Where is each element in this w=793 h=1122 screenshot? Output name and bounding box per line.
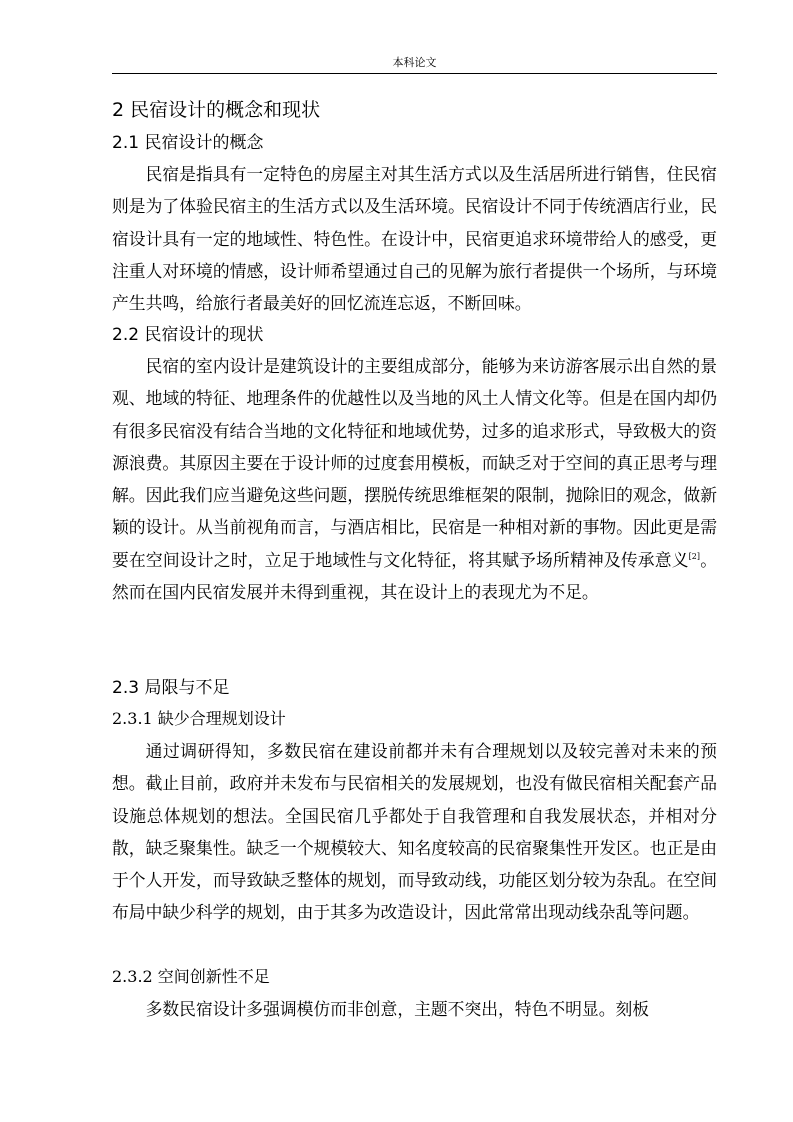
- header-rule: [112, 73, 717, 74]
- section-heading-2-3: 2.3 局限与不足: [112, 678, 230, 698]
- citation-marker: [2]: [688, 551, 701, 561]
- subsection-heading-2-3-2: 2.3.2 空间创新性不足: [112, 967, 270, 986]
- section-heading-2-2: 2.2 民宿设计的现状: [112, 325, 264, 345]
- running-header: 本科论文: [392, 56, 437, 69]
- page-body: [112, 92, 717, 1033]
- paragraph-2-2-text-b: 。然而在国内民宿发展并未得到重视，其在设计上的表现尤为不足。: [112, 549, 717, 603]
- section-heading-2-1: 2.1 民宿设计的概念: [112, 133, 264, 153]
- paragraph-2-3-1: 通过调研得知，多数民宿在建设前都并未有合理规划以及较完善对未来的预想。截止目前，政府并未发布与民宿相关的发展规划，也没有做民宿相关配套产品设施总体规划的想法。全国民宿几乎都处于自我管理和自我发展状态，并相对分散，缺乏聚集性。缺乏一个规模较大、知名度较高的民宿聚集性开发区。也正是由于个人开发，而导致缺乏整体的规划，而导致动线，功能区划分较为杂乱。在空间布局中缺少科学的规划，由于其多为改造设计，因此常常出现动线杂乱等问题。: [112, 741, 717, 923]
- paragraph-2-1: 民宿是指具有一定特色的房屋主对其生活方式以及生活居所进行销售，住民宿则是为了体验民宿主的生活方式以及生活环境。民宿设计不同于传统酒店行业，民宿设计具有一定的地域性、特色性。在设计中，民宿更追求环境带给人的感受，更注重人对环境的情感，设计师希望通过自己的见解为旅行者提供一个场所，与环境产生共鸣，给旅行者最美好的回忆流连忘返，不断回味。: [112, 164, 717, 314]
- paragraph-2-3-2: 多数民宿设计多强调模仿而非创意，主题不突出，特色不明显。刻板: [145, 999, 650, 1019]
- paragraph-2-2: [112, 350, 717, 673]
- paragraph-2-2-text-a: 民宿的室内设计是建筑设计的主要组成部分，能够为来访游客展示出自然的景观、地域的特征、地理条件的优越性以及当地的风土人情文化等。但是在国内却仍有很多民宿没有结合当地的文化特征和地域优势，过多的追求形式，导致极大的资源浪费。其原因主要在于设计师的过度套用模板，而缺乏对于空间的真正思考与理解。因此我们应当避免这些问题，摆脱传统思维框架的限制，抛除旧的观念，做新颖的设计。从当前视角而言，与酒店相比，民宿是一种相对新的事物。因此更是需要在空间设计之时，立足于地域性与文化特征，将其赋予场所精神及传承意义: [112, 356, 717, 570]
- subsection-heading-2-3-1: 2.3.1 缺少合理规划设计: [112, 709, 286, 728]
- chapter-heading: 2 民宿设计的概念和现状: [112, 99, 321, 121]
